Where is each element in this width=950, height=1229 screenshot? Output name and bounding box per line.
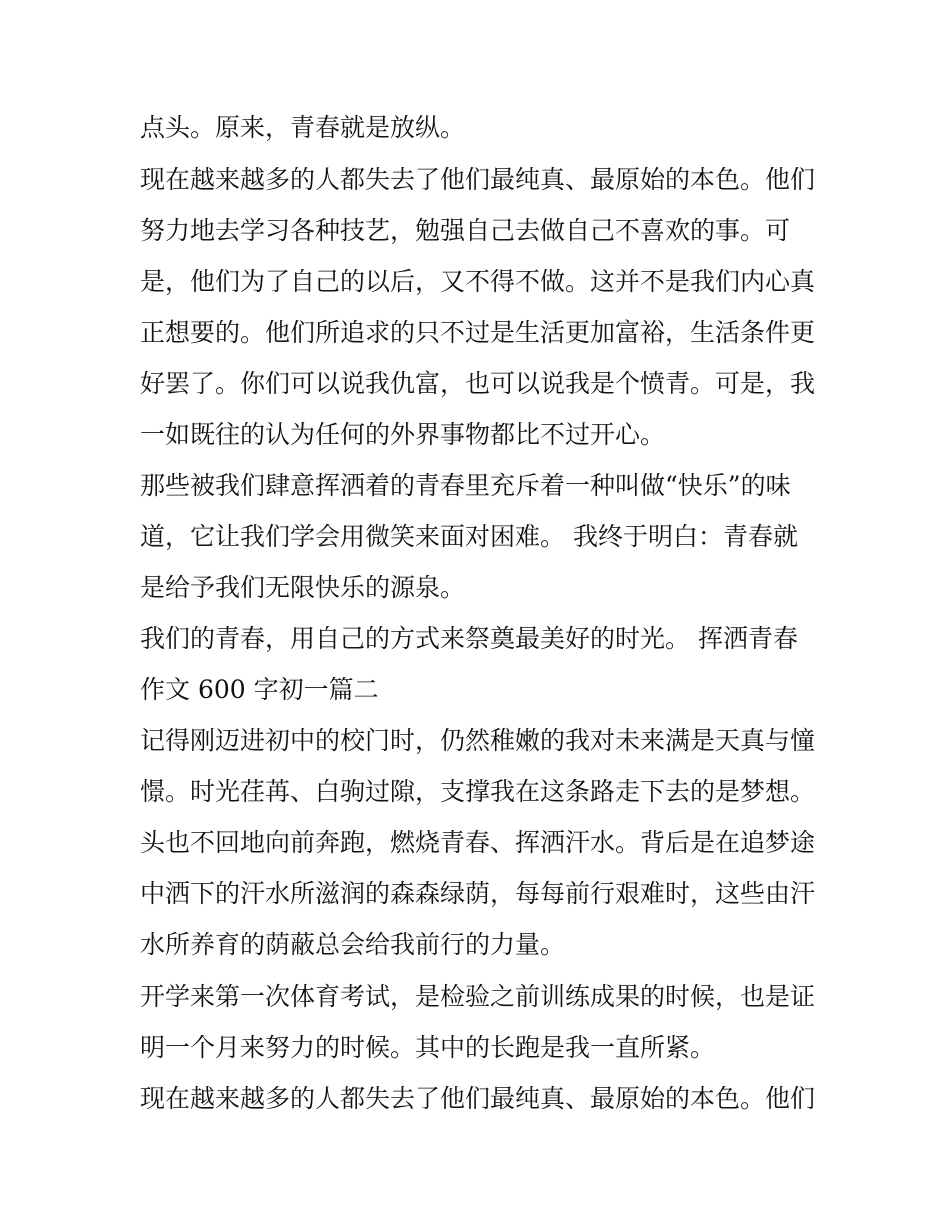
text-line: 明一个月来努力的时候。其中的长跑是我一直所紧。 [140,1033,716,1062]
text-line: 现在越来越多的人都失去了他们最纯真、最原始的本色。他们 [140,165,816,194]
text-line: 努力地去学习各种技艺，勉强自己去做自己不喜欢的事。可 [140,216,791,245]
text-line: 是给予我们无限快乐的源泉。 [140,573,466,602]
text-line: 一如既往的认为任何的外界事物都比不过开心。 [140,420,666,449]
text-line: 水所养育的荫蔽总会给我前行的力量。 [140,930,566,959]
text-line: 中洒下的汗水所滋润的森森绿荫，每每前行艰难时，这些由汗 [140,879,816,908]
text-line: 记得刚迈进初中的校门时，仍然稚嫩的我对未来满是天真与憧 [140,726,816,755]
text-line: 现在越来越多的人都失去了他们最纯真、最原始的本色。他们 [140,1084,816,1113]
text-line: 开学来第一次体育考试，是检验之前训练成果的时候，也是证 [140,982,816,1011]
text-line: 憬。时光荏苒、白驹过隙，支撑我在这条路走下去的是梦想。 [140,777,816,806]
text-line: 点头。原来，青春就是放纵。 [140,113,466,142]
text-line: 那些被我们肆意挥洒着的青春里充斥着一种叫做“快乐”的味 [140,471,791,500]
text-line: 头也不回地向前奔跑，燃烧青春、挥洒汗水。背后是在追梦途 [140,828,816,857]
text-line: 正想要的。他们所追求的只不过是生活更加富裕，生活条件更 [140,318,816,347]
section-heading: 作文 600 字初一篇二 [140,675,379,704]
text-line: 我们的青春，用自己的方式来祭奠最美好的时光。 挥洒青春 [140,624,798,653]
text-line: 好罢了。你们可以说我仇富，也可以说我是个愤青。可是，我 [140,369,816,398]
text-line: 道，它让我们学会用微笑来面对困难。 我终于明白：青春就 [140,522,798,551]
text-line: 是，他们为了自己的以后，又不得不做。这并不是我们内心真 [140,267,816,296]
